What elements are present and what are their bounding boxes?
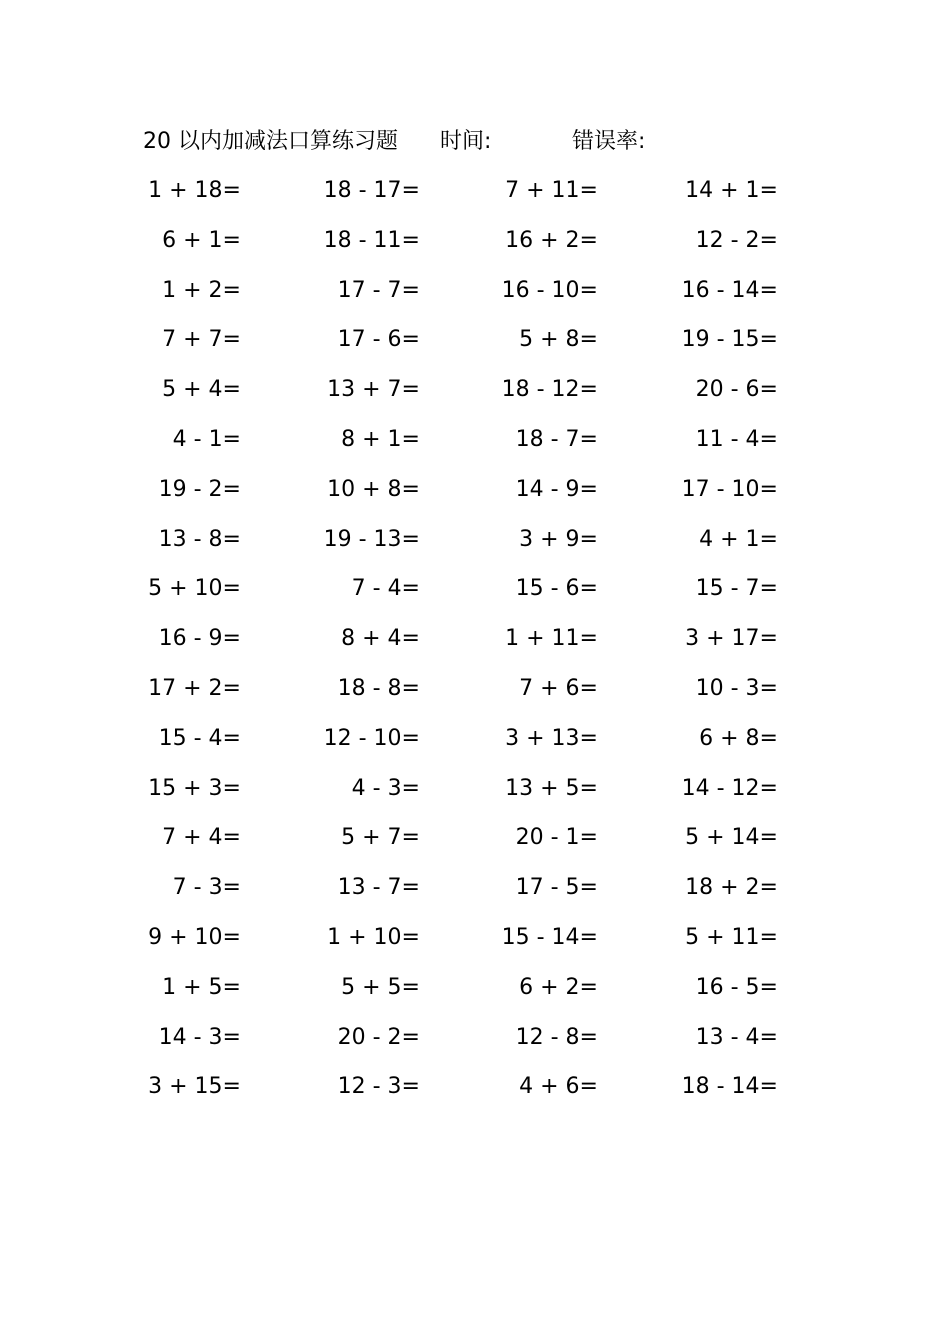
problem-row (143, 816, 803, 866)
arithmetic-problem: 17 + 2= (148, 675, 241, 701)
arithmetic-problem: 7 - 4= (351, 576, 420, 602)
arithmetic-problem: 15 - 6= (515, 576, 598, 602)
arithmetic-problem: 5 + 10= (148, 576, 241, 602)
arithmetic-problem: 20 - 6= (695, 377, 778, 403)
problem-row (143, 617, 803, 667)
error-rate-label: 错误率: (572, 129, 646, 154)
arithmetic-problem: 19 - 2= (158, 476, 241, 502)
arithmetic-problem: 3 + 13= (505, 725, 598, 751)
problem-grid (143, 169, 803, 1115)
arithmetic-problem: 15 - 7= (695, 576, 778, 602)
arithmetic-problem: 1 + 10= (327, 924, 420, 950)
arithmetic-problem: 15 - 14= (501, 924, 598, 950)
arithmetic-problem: 5 + 4= (162, 377, 241, 403)
arithmetic-problem: 14 + 1= (685, 178, 778, 203)
problem-row (143, 1065, 803, 1115)
arithmetic-problem: 12 - 2= (695, 227, 778, 253)
arithmetic-problem: 13 - 8= (158, 526, 241, 552)
arithmetic-problem: 20 - 1= (515, 825, 598, 851)
arithmetic-problem: 16 + 2= (505, 227, 598, 253)
problem-row (143, 966, 803, 1016)
arithmetic-problem: 10 - 3= (695, 675, 778, 701)
arithmetic-problem: 13 + 5= (505, 775, 598, 801)
arithmetic-problem: 13 - 7= (337, 875, 420, 901)
arithmetic-problem: 5 + 8= (519, 327, 598, 353)
arithmetic-problem: 7 + 7= (162, 327, 241, 353)
problem-row (143, 767, 803, 817)
arithmetic-problem: 8 + 4= (341, 626, 420, 652)
problem-row (143, 468, 803, 518)
worksheet-header (143, 124, 843, 160)
problem-row (143, 717, 803, 767)
arithmetic-problem: 19 - 13= (323, 526, 420, 552)
arithmetic-problem: 7 - 3= (172, 875, 241, 901)
problem-row (143, 667, 803, 717)
arithmetic-problem: 17 - 7= (337, 277, 420, 303)
arithmetic-problem: 18 - 14= (681, 1074, 778, 1100)
arithmetic-problem: 4 + 1= (699, 526, 778, 552)
arithmetic-problem: 14 - 12= (681, 775, 778, 801)
arithmetic-problem: 13 + 7= (327, 377, 420, 403)
arithmetic-problem: 10 + 8= (327, 476, 420, 502)
worksheet-title: 20 以内加减法口算练习题 (143, 129, 398, 154)
arithmetic-problem: 12 - 8= (515, 1024, 598, 1050)
problem-row (143, 518, 803, 568)
problem-row (143, 916, 803, 966)
arithmetic-problem: 5 + 7= (341, 825, 420, 851)
arithmetic-problem: 20 - 2= (337, 1024, 420, 1050)
arithmetic-problem: 1 + 5= (162, 974, 241, 1000)
arithmetic-problem: 6 + 1= (162, 227, 241, 253)
arithmetic-problem: 16 - 14= (681, 277, 778, 303)
arithmetic-problem: 18 - 7= (515, 426, 598, 452)
arithmetic-problem: 17 - 10= (681, 476, 778, 502)
arithmetic-problem: 7 + 11= (505, 178, 598, 203)
arithmetic-problem: 1 + 11= (505, 626, 598, 652)
arithmetic-problem: 1 + 18= (148, 178, 241, 203)
arithmetic-problem: 15 + 3= (148, 775, 241, 801)
arithmetic-problem: 18 + 2= (685, 875, 778, 901)
arithmetic-problem: 17 - 6= (337, 327, 420, 353)
problem-row (143, 269, 803, 319)
arithmetic-problem: 5 + 11= (685, 924, 778, 950)
arithmetic-problem: 4 + 6= (519, 1074, 598, 1100)
problem-row (143, 1016, 803, 1066)
arithmetic-problem: 11 - 4= (695, 426, 778, 452)
arithmetic-problem: 3 + 9= (519, 526, 598, 552)
arithmetic-problem: 18 - 17= (323, 178, 420, 203)
arithmetic-problem: 19 - 15= (681, 327, 778, 353)
problem-row (143, 368, 803, 418)
arithmetic-problem: 12 - 3= (337, 1074, 420, 1100)
problem-row (143, 219, 803, 269)
arithmetic-problem: 16 - 5= (695, 974, 778, 1000)
arithmetic-problem: 5 + 5= (341, 974, 420, 1000)
arithmetic-problem: 8 + 1= (341, 426, 420, 452)
problem-row (143, 567, 803, 617)
problem-row (143, 318, 803, 368)
arithmetic-problem: 18 - 11= (323, 227, 420, 253)
arithmetic-problem: 14 - 3= (158, 1024, 241, 1050)
arithmetic-problem: 15 - 4= (158, 725, 241, 751)
problem-row (143, 866, 803, 916)
arithmetic-problem: 7 + 4= (162, 825, 241, 851)
arithmetic-problem: 17 - 5= (515, 875, 598, 901)
arithmetic-problem: 6 + 2= (519, 974, 598, 1000)
arithmetic-problem: 4 - 3= (351, 775, 420, 801)
arithmetic-problem: 4 - 1= (172, 426, 241, 452)
arithmetic-problem: 16 - 10= (501, 277, 598, 303)
arithmetic-problem: 9 + 10= (148, 924, 241, 950)
arithmetic-problem: 1 + 2= (162, 277, 241, 303)
arithmetic-problem: 3 + 17= (685, 626, 778, 652)
problem-row (143, 418, 803, 468)
arithmetic-problem: 13 - 4= (695, 1024, 778, 1050)
arithmetic-problem: 5 + 14= (685, 825, 778, 851)
arithmetic-problem: 16 - 9= (158, 626, 241, 652)
arithmetic-problem: 18 - 8= (337, 675, 420, 701)
arithmetic-problem: 3 + 15= (148, 1074, 241, 1100)
arithmetic-problem: 7 + 6= (519, 675, 598, 701)
arithmetic-problem: 12 - 10= (323, 725, 420, 751)
arithmetic-problem: 18 - 12= (501, 377, 598, 403)
arithmetic-problem: 6 + 8= (699, 725, 778, 751)
problem-row (143, 169, 803, 219)
arithmetic-problem: 14 - 9= (515, 476, 598, 502)
time-label: 时间: (440, 129, 492, 154)
